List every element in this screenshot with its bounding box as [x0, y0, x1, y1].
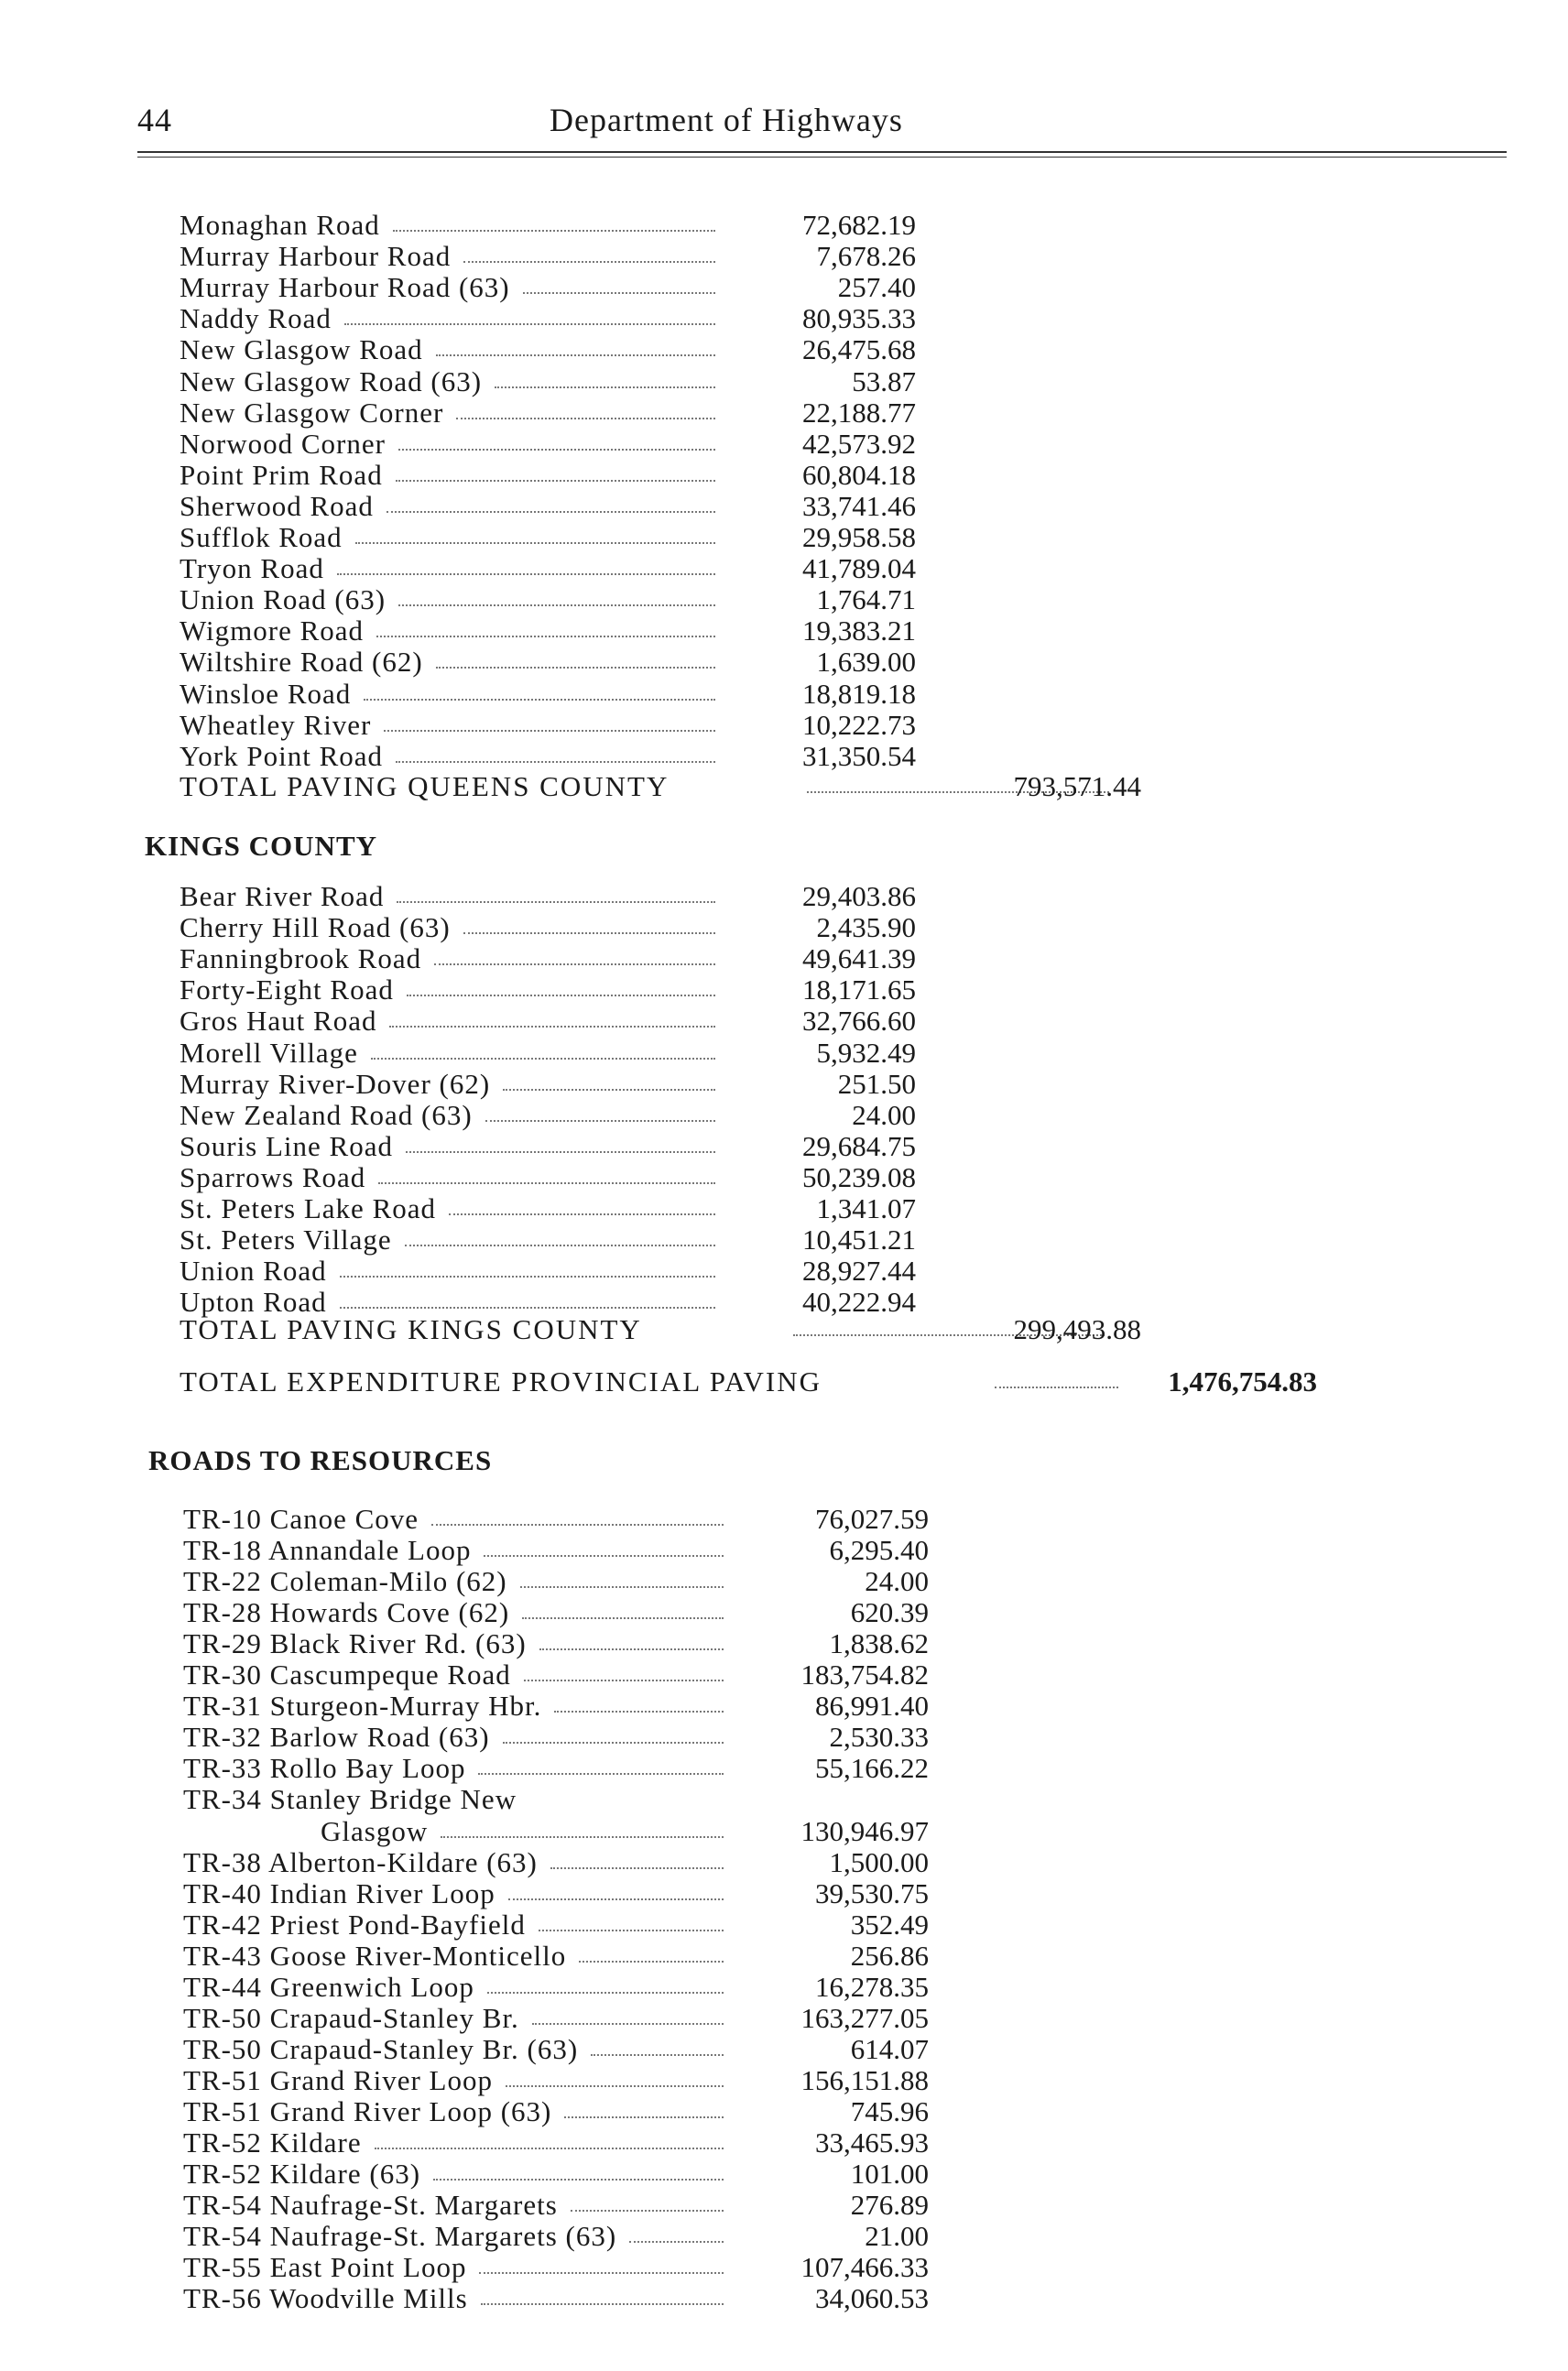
item-label: Fanningbrook Road [180, 942, 422, 975]
item-amount: 614.07 [850, 2032, 929, 2065]
list-item [180, 1162, 931, 1193]
list-item [183, 1941, 953, 1972]
leader-dots [503, 1742, 724, 1744]
leader-dots [384, 730, 715, 732]
item-amount: 156,151.88 [800, 2063, 929, 2096]
item-amount: 745.96 [850, 2094, 929, 2127]
leader-dots [456, 418, 715, 419]
leader-dots [571, 2210, 724, 2212]
item-amount: 257.40 [837, 271, 916, 304]
item-amount: 7,678.26 [816, 240, 916, 273]
leader-dots [550, 1867, 724, 1869]
item-label: Union Road [180, 1255, 327, 1288]
leader-dots [520, 1586, 724, 1588]
item-amount: 21.00 [865, 2220, 929, 2253]
list-item [183, 2190, 953, 2221]
item-label: Souris Line Road [180, 1129, 393, 1162]
list-item [183, 2127, 953, 2159]
item-amount: 41,789.04 [802, 552, 916, 585]
list-item [180, 1224, 931, 1256]
item-amount: 26,475.68 [802, 333, 916, 366]
item-label: TR-51 Grand River Loop [183, 2063, 493, 2096]
item-amount: 33,741.46 [802, 489, 916, 522]
list-item [183, 1878, 953, 1909]
item-amount: 2,530.33 [829, 1721, 929, 1754]
item-amount: 42,573.92 [802, 427, 916, 460]
list-item [180, 366, 931, 397]
item-label: TR-51 Grand River Loop (63) [183, 2094, 552, 2127]
item-amount: 24.00 [852, 1098, 916, 1131]
item-label: TR-54 Naufrage-St. Margarets [183, 2189, 558, 2222]
list-item [183, 1847, 953, 1878]
leader-dots [539, 1648, 724, 1650]
item-amount: 72,682.19 [802, 209, 916, 241]
list-item [183, 1972, 953, 2003]
item-label: Winsloe Road [180, 677, 352, 710]
leader-dots [579, 1961, 724, 1963]
provincial-total-row [180, 1366, 1324, 1398]
list-item [180, 647, 931, 678]
list-item [180, 460, 931, 491]
leader-dots [405, 1245, 715, 1246]
item-label: Forty-Eight Road [180, 973, 394, 1006]
leader-dots [463, 932, 715, 934]
leader-dots [436, 667, 715, 669]
item-label: New Glasgow Corner [180, 396, 444, 429]
leader-dots [364, 699, 715, 701]
item-label: TR-32 Barlow Road (63) [183, 1721, 490, 1754]
item-label: Union Road (63) [180, 583, 387, 616]
header-rule [137, 151, 1507, 153]
list-item [180, 943, 931, 974]
item-amount: 29,684.75 [802, 1129, 916, 1162]
item-amount: 33,465.93 [815, 2126, 929, 2159]
list-item [183, 1691, 953, 1722]
item-amount: 6,295.40 [829, 1534, 929, 1567]
list-item [180, 334, 931, 365]
item-label: TR-30 Cascumpeque Road [183, 1659, 511, 1691]
item-label: New Glasgow Road (63) [180, 364, 483, 397]
item-amount: 80,935.33 [802, 302, 916, 335]
list-item [183, 2034, 953, 2065]
item-amount: 55,166.22 [815, 1752, 929, 1785]
leader-dots [487, 1992, 724, 1994]
item-label: Murray River-Dover (62) [180, 1067, 491, 1100]
list-item [180, 397, 931, 429]
item-label: TR-50 Crapaud-Stanley Br. (63) [183, 2032, 579, 2065]
list-item [180, 1193, 931, 1224]
list-item [180, 679, 931, 710]
roads-to-resources-heading: ROADS TO RESOURCES [148, 1444, 493, 1476]
item-amount: 10,222.73 [802, 708, 916, 741]
item-label: Murray Harbour Road [180, 240, 452, 273]
item-label: TR-28 Howards Cove (62) [183, 1596, 510, 1629]
list-item [180, 241, 931, 272]
item-label: TR-52 Kildare [183, 2126, 362, 2159]
list-item [183, 2221, 953, 2252]
item-label: Murray Harbour Road (63) [180, 271, 510, 304]
list-item [180, 974, 931, 1006]
leader-dots [387, 511, 715, 513]
list-item [180, 303, 931, 334]
item-amount: 32,766.60 [802, 1005, 916, 1038]
leader-dots [393, 230, 715, 232]
kings-total-row [180, 1314, 1141, 1345]
list-item [180, 710, 931, 741]
list-item [183, 1504, 953, 1535]
list-item [180, 1038, 931, 1069]
leader-dots [484, 1555, 724, 1557]
leader-dots [495, 386, 715, 388]
leader-dots [340, 1307, 715, 1309]
queens-total-label: TOTAL PAVING QUEENS COUNTY [180, 770, 670, 802]
leader-dots [503, 1089, 715, 1091]
item-label: TR-33 Rollo Bay Loop [183, 1752, 466, 1785]
leader-dots [554, 1711, 724, 1713]
provincial-total-amount: 1,476,754.83 [1168, 1365, 1317, 1398]
leader-dots [340, 1276, 715, 1278]
leader-dots [539, 1930, 724, 1931]
leader-dots [344, 323, 715, 325]
leader-dots [398, 604, 715, 606]
leader-dots [485, 1120, 715, 1122]
item-amount: 29,958.58 [802, 521, 916, 553]
header-rule-thin [137, 157, 1507, 158]
item-amount: 251.50 [837, 1067, 916, 1100]
list-item [183, 2252, 953, 2283]
list-item [183, 1597, 953, 1628]
queens-total-row [180, 771, 1141, 802]
item-label: TR-40 Indian River Loop [183, 1876, 495, 1909]
list-item [180, 912, 931, 943]
item-label: Glasgow [321, 1814, 429, 1847]
item-label: TR-56 Woodville Mills [183, 2282, 468, 2315]
list-item [183, 1722, 953, 1753]
leader-dots [389, 1026, 715, 1028]
item-amount: 1,341.07 [816, 1192, 916, 1224]
item-label: New Zealand Road (63) [180, 1098, 473, 1131]
item-label: TR-55 East Point Loop [183, 2251, 467, 2284]
kings-total-label: TOTAL PAVING KINGS COUNTY [180, 1313, 642, 1345]
item-amount: 40,222.94 [802, 1286, 916, 1319]
item-label: Sherwood Road [180, 489, 374, 522]
leader-dots [397, 901, 715, 903]
item-amount: 183,754.82 [800, 1659, 929, 1691]
page-header [137, 101, 1507, 156]
list-item [183, 1566, 953, 1597]
list-item [180, 1100, 931, 1131]
item-amount: 50,239.08 [802, 1160, 916, 1193]
item-amount: 53.87 [852, 364, 916, 397]
item-label: TR-50 Crapaud-Stanley Br. [183, 2001, 519, 2034]
leader-dots [355, 542, 715, 544]
kings-total-amount: 299,493.88 [1013, 1313, 1141, 1345]
list-item [183, 2096, 953, 2127]
item-label: TR-31 Sturgeon-Murray Hbr. [183, 1690, 542, 1723]
leader-dots [524, 1680, 724, 1681]
item-label: Sparrows Road [180, 1160, 366, 1193]
leader-dots [433, 2179, 724, 2181]
leader-dots [398, 449, 715, 451]
queens-total-amount: 793,571.44 [1013, 770, 1141, 802]
item-amount: 10,451.21 [802, 1224, 916, 1256]
leader-dots [564, 2116, 724, 2118]
list-item [183, 2283, 953, 2314]
list-item [183, 1535, 953, 1566]
item-label: TR-54 Naufrage-St. Margarets (63) [183, 2220, 617, 2253]
leader-dots [629, 2241, 724, 2243]
list-item [180, 741, 931, 772]
item-amount: 31,350.54 [802, 739, 916, 772]
item-amount: 18,819.18 [802, 677, 916, 710]
item-amount: 163,277.05 [800, 2001, 929, 2034]
item-amount: 22,188.77 [802, 396, 916, 429]
provincial-total-label: TOTAL EXPENDITURE PROVINCIAL PAVING [180, 1365, 822, 1398]
item-label: York Point Road [180, 739, 384, 772]
leader-dots [478, 1773, 724, 1775]
leader-dots [441, 1836, 724, 1838]
item-amount: 18,171.65 [802, 973, 916, 1006]
item-amount: 1,639.00 [816, 646, 916, 679]
leader-dots [591, 2054, 724, 2056]
list-item [183, 2065, 953, 2096]
list-item [183, 1628, 953, 1659]
item-amount: 49,641.39 [802, 942, 916, 975]
item-amount: 1,838.62 [829, 1627, 929, 1660]
list-item [183, 2003, 953, 2034]
item-amount: 34,060.53 [815, 2282, 929, 2315]
item-label: St. Peters Lake Road [180, 1192, 437, 1224]
item-label: TR-10 Canoe Cove [183, 1503, 419, 1535]
list-item [180, 1256, 931, 1287]
item-label: Morell Village [180, 1036, 358, 1069]
item-label: TR-44 Greenwich Loop [183, 1970, 474, 2003]
list-item [183, 1659, 953, 1691]
list-item [180, 615, 931, 647]
item-label: Naddy Road [180, 302, 332, 335]
list-item [180, 210, 931, 241]
leader-dots [378, 1182, 715, 1184]
list-item [183, 1909, 953, 1941]
list-item [183, 1784, 953, 1815]
leader-dots [376, 636, 715, 637]
leader-dots [434, 963, 715, 965]
leader-dots [431, 1524, 724, 1526]
item-amount: 29,403.86 [802, 880, 916, 912]
leader-dots [508, 1898, 724, 1900]
item-amount: 24.00 [865, 1565, 929, 1598]
running-title: Department of Highways [550, 102, 903, 138]
item-label: Point Prim Road [180, 458, 383, 491]
item-amount: 256.86 [850, 1939, 929, 1972]
item-label: Cherry Hill Road (63) [180, 911, 451, 944]
list-item [183, 1753, 953, 1784]
item-amount: 86,991.40 [815, 1690, 929, 1723]
leader-dots [396, 480, 715, 482]
leader-dots [436, 354, 715, 356]
item-amount: 107,466.33 [800, 2251, 929, 2284]
item-label: Gros Haut Road [180, 1005, 377, 1038]
item-label: TR-43 Goose River-Monticello [183, 1939, 567, 1972]
item-amount: 130,946.97 [800, 1814, 929, 1847]
leader-dots [337, 573, 715, 575]
list-item [180, 1069, 931, 1100]
item-amount: 276.89 [850, 2189, 929, 2222]
leader-dots [375, 2148, 724, 2149]
item-label: Wiltshire Road (62) [180, 646, 423, 679]
item-label: Tryon Road [180, 552, 324, 585]
leader-dots [481, 2303, 724, 2305]
item-label: TR-42 Priest Pond-Bayfield [183, 1908, 526, 1941]
item-amount: 60,804.18 [802, 458, 916, 491]
list-item [180, 491, 931, 522]
leader-dots [463, 261, 715, 263]
item-label: Norwood Corner [180, 427, 386, 460]
leader-dots [449, 1213, 715, 1215]
item-label: St. Peters Village [180, 1224, 392, 1256]
item-label: Wigmore Road [180, 615, 365, 647]
list-item [180, 522, 931, 553]
item-label: TR-18 Annandale Loop [183, 1534, 472, 1567]
item-label: TR-34 Stanley Bridge New [183, 1783, 517, 1816]
list-item [180, 1131, 931, 1162]
leader-dots [479, 2272, 724, 2274]
item-label: Monaghan Road [180, 209, 380, 241]
list-item [180, 429, 931, 460]
leader-dots [523, 292, 715, 294]
leader-dots [407, 995, 715, 996]
item-label: Sufflok Road [180, 521, 343, 553]
list-item [183, 1816, 953, 1847]
item-label: TR-22 Coleman-Milo (62) [183, 1565, 507, 1598]
list-item [180, 272, 931, 303]
list-item [180, 584, 931, 615]
item-amount: 16,278.35 [815, 1970, 929, 2003]
item-amount: 352.49 [850, 1908, 929, 1941]
item-amount: 1,500.00 [829, 1845, 929, 1878]
leader-dots [995, 1387, 1118, 1388]
leader-dots [371, 1058, 715, 1060]
item-label: Wheatley River [180, 708, 372, 741]
item-amount: 1,764.71 [816, 583, 916, 616]
item-label: TR-29 Black River Rd. (63) [183, 1627, 527, 1660]
item-amount: 28,927.44 [802, 1255, 916, 1288]
list-item [180, 881, 931, 912]
item-label: Upton Road [180, 1286, 327, 1319]
list-item [183, 2159, 953, 2190]
list-item [180, 1006, 931, 1037]
leader-dots [522, 1617, 724, 1619]
item-label: TR-52 Kildare (63) [183, 2158, 421, 2191]
item-amount: 620.39 [850, 1596, 929, 1629]
item-label: Bear River Road [180, 880, 385, 912]
leader-dots [406, 1151, 715, 1153]
leader-dots [396, 761, 715, 763]
item-amount: 76,027.59 [815, 1503, 929, 1535]
leader-dots [506, 2085, 724, 2087]
kings-county-heading: KINGS COUNTY [145, 830, 378, 862]
item-label: New Glasgow Road [180, 333, 423, 366]
item-amount: 19,383.21 [802, 615, 916, 647]
item-amount: 5,932.49 [816, 1036, 916, 1069]
leader-dots [532, 2023, 724, 2025]
item-amount: 101.00 [850, 2158, 929, 2191]
item-amount: 39,530.75 [815, 1876, 929, 1909]
page-number: 44 [137, 102, 172, 138]
item-label: TR-38 Alberton-Kildare (63) [183, 1845, 538, 1878]
list-item [180, 553, 931, 584]
item-amount: 2,435.90 [816, 911, 916, 944]
